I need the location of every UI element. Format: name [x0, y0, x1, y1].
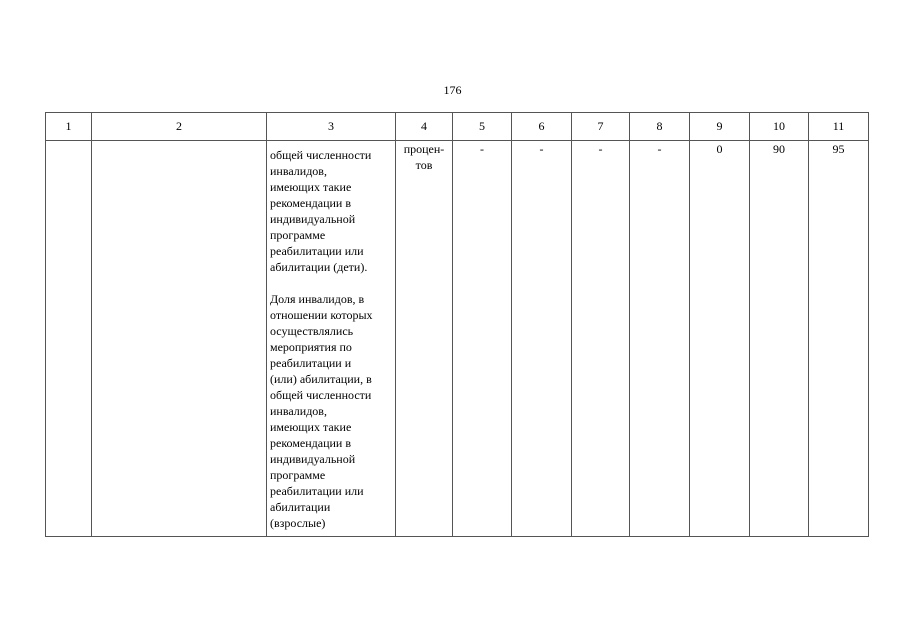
cell-col11: 95	[809, 141, 869, 537]
cell-col2	[92, 141, 267, 537]
column-header: 6	[512, 113, 572, 141]
column-header: 9	[690, 113, 750, 141]
cell-col5: -	[453, 141, 512, 537]
cell-col8: -	[630, 141, 690, 537]
cell-col9: 0	[690, 141, 750, 537]
cell-col1	[46, 141, 92, 537]
column-header: 7	[572, 113, 630, 141]
indicator-text-continuation: общей численности инвалидов, имеющих такие рекомендации в индивидуальной программе реабилитации или абилитации (дети).	[270, 148, 372, 274]
table-row	[46, 141, 869, 537]
column-header: 3	[267, 113, 396, 141]
column-header: 1	[46, 113, 92, 141]
column-header: 10	[750, 113, 809, 141]
cell-col6: -	[512, 141, 572, 537]
indicator-text-adults: Доля инвалидов, в отношении которых осуществлялись мероприятия по реабилитации и (или) абилитации, в общей численности инвалидов, имеющих такие рекомендации в индивидуальной программе реабилитации или абилитации (взрослые)	[270, 292, 373, 530]
column-header: 8	[630, 113, 690, 141]
cell-col10: 90	[750, 141, 809, 537]
column-header: 4	[396, 113, 453, 141]
cell-col7: -	[572, 141, 630, 537]
page-number: 176	[443, 83, 462, 97]
unit-label: процен- тов	[403, 142, 445, 172]
table-header-row	[46, 113, 869, 141]
cell-unit	[396, 141, 453, 537]
cell-indicator-name	[267, 141, 396, 537]
column-header: 5	[453, 113, 512, 141]
column-header: 11	[809, 113, 869, 141]
column-header: 2	[92, 113, 267, 141]
indicators-table	[45, 112, 869, 537]
